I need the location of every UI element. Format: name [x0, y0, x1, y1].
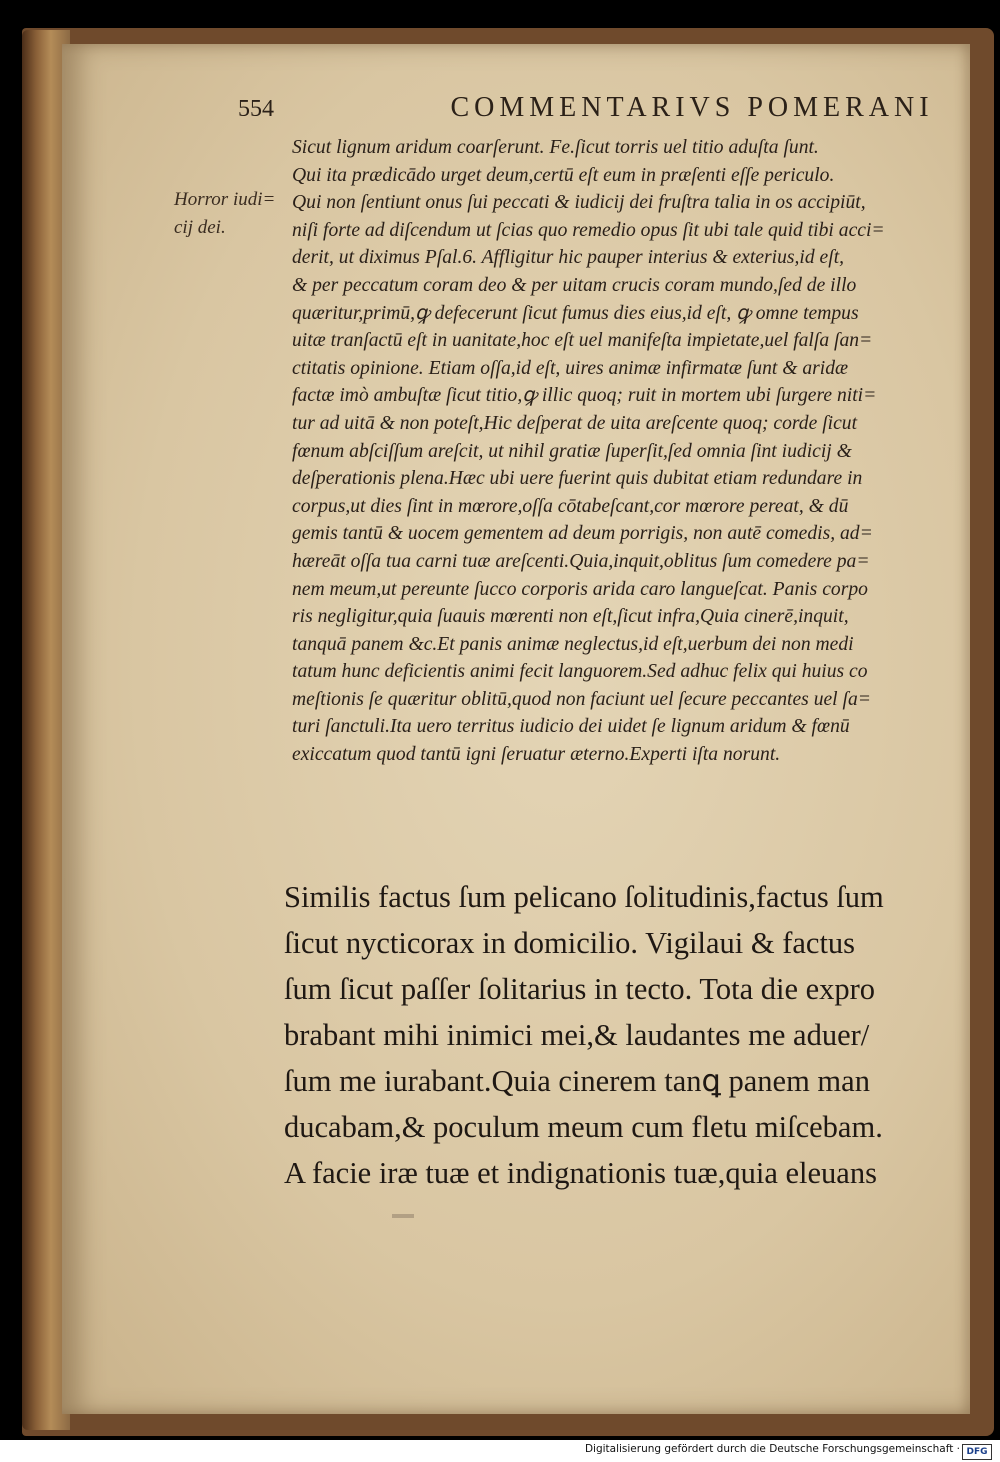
marginal-note-line: cij dei.	[174, 217, 226, 238]
scripture-line: ſum ſicut paſſer ſolitarius in tecto. Tota die expro	[284, 972, 876, 1006]
page-number: 554	[238, 96, 274, 122]
commentary-line: & per peccatum coram deo & per uitam crucis coram mundo,ſed de illo	[292, 274, 857, 296]
marginal-note-line: Horror iudi=	[174, 189, 276, 210]
scripture-line: ſicut nycticorax in domicilio. Vigilaui & factus	[284, 926, 856, 960]
commentary-line: Qui ita prædicādo urget deum,certū eſt eum in præſenti eſſe periculo.	[292, 164, 835, 186]
commentary-line: niſi forte ad diſcendum ut ſcias quo remedio opus ſit ubi tale quid tibi acci=	[292, 219, 885, 241]
commentary-line: uitæ tranſactū eſt in uanitate,hoc eſt uel manifeſta impietate,uel falſa ſan=	[292, 330, 873, 352]
commentary-line: factæ imò ambuſtæ ſicut titio,ꝙ illic quoq; ruit in mortem ubi ſurgere niti=	[292, 385, 877, 407]
commentary-line: meſtionis ſe quæritur oblitū,quod non faciunt uel ſecure peccantes uel ſa=	[292, 688, 871, 710]
commentary-line: quæritur,primū,ꝙ defecerunt ſicut fumus dies eius,id eſt, ꝙ omne tempus	[292, 302, 859, 324]
digitization-credit-bar	[0, 1440, 1000, 1462]
commentary-line: nem meum,ut pereunte ſucco corporis arida caro langueſcat. Panis corpo	[292, 578, 868, 600]
dfg-logo: DFG	[962, 1444, 992, 1460]
commentary-line: tatum hunc deficientis animi fecit languorem.Sed adhuc felix qui huius co	[292, 661, 868, 683]
commentary-line: ctitatis opinione. Etiam oſſa,id eſt, uires animæ infirmatæ ſunt & aridæ	[292, 357, 849, 379]
commentary-line: derit, ut diximus Pſal.6. Affligitur hic pauper interius & exterius,id eſt,	[292, 247, 845, 269]
credit-text: Digitalisierung gefördert durch die Deutsche Forschungsgemeinschaft ·	[584, 1443, 960, 1455]
commentary-line: deſperationis plena.Hæc ubi uere fuerint quis dubitat etiam redundare in	[292, 468, 863, 490]
commentary-line: fœnum abſciſſum areſcit, ut nihil gratiæ ſuperſit,ſed omnia ſint iudicij &	[292, 440, 852, 462]
running-head: COMMENTARIVS POMERANI	[450, 92, 934, 123]
commentary-line: ris negligitur,quia ſuauis mœrenti non eſt,ſicut infra,Quia cinerē,inquit,	[292, 606, 849, 628]
marginal-note	[174, 186, 286, 242]
scripture-block	[284, 874, 944, 1196]
commentary-line: hæreāt oſſa tua carni tuæ areſcenti.Quia,inquit,oblitus ſum comedere pa=	[292, 550, 870, 572]
book-page	[62, 44, 970, 1414]
scripture-line: brabant mihi inimici mei,& laudantes me aduer/	[284, 1018, 870, 1052]
commentary-line: turi ſanctuli.Ita uero territus iudicio dei uidet ſe lignum aridum & fœnū	[292, 716, 850, 738]
ink-smudge	[392, 1214, 414, 1218]
scripture-line: A facie iræ tuæ et indignationis tuæ,quia eleuans	[284, 1156, 877, 1190]
commentary-line: Sicut lignum aridum coarſerunt. Fe.ſicut torris uel titio aduſta ſunt.	[292, 137, 819, 158]
commentary-line: gemis tantū & uocem gementem ad deum porrigis, non autē comedis, ad=	[292, 523, 873, 545]
scripture-line: ſum me iurabant.Quia cinerem tanꝗ panem man	[284, 1064, 870, 1098]
commentary-line: Qui non ſentiunt onus ſui peccati & iudicij dei fruſtra talia in os accipiūt,	[292, 192, 866, 214]
commentary-line: tur ad uitā & non poteſt,Hic deſperat de uita areſcente quoq; corde ſicut	[292, 412, 858, 434]
commentary-line: corpus,ut dies ſint in mœrore,oſſa cōtabeſcant,cor mœrore pereat, & dū	[292, 495, 849, 517]
commentary-line: exiccatum quod tantū igni ſeruatur æterno.Experti iſta norunt.	[292, 744, 781, 766]
scripture-line: Similis factus ſum pelicano ſolitudinis,factus ſum	[284, 880, 884, 914]
commentary-line: tanquā panem &c.Et panis animæ neglectus,id eſt,uerbum dei non medi	[292, 633, 854, 655]
scripture-line: ducabam,& poculum meum cum fletu miſcebam.	[284, 1110, 883, 1144]
commentary-block	[292, 134, 942, 769]
